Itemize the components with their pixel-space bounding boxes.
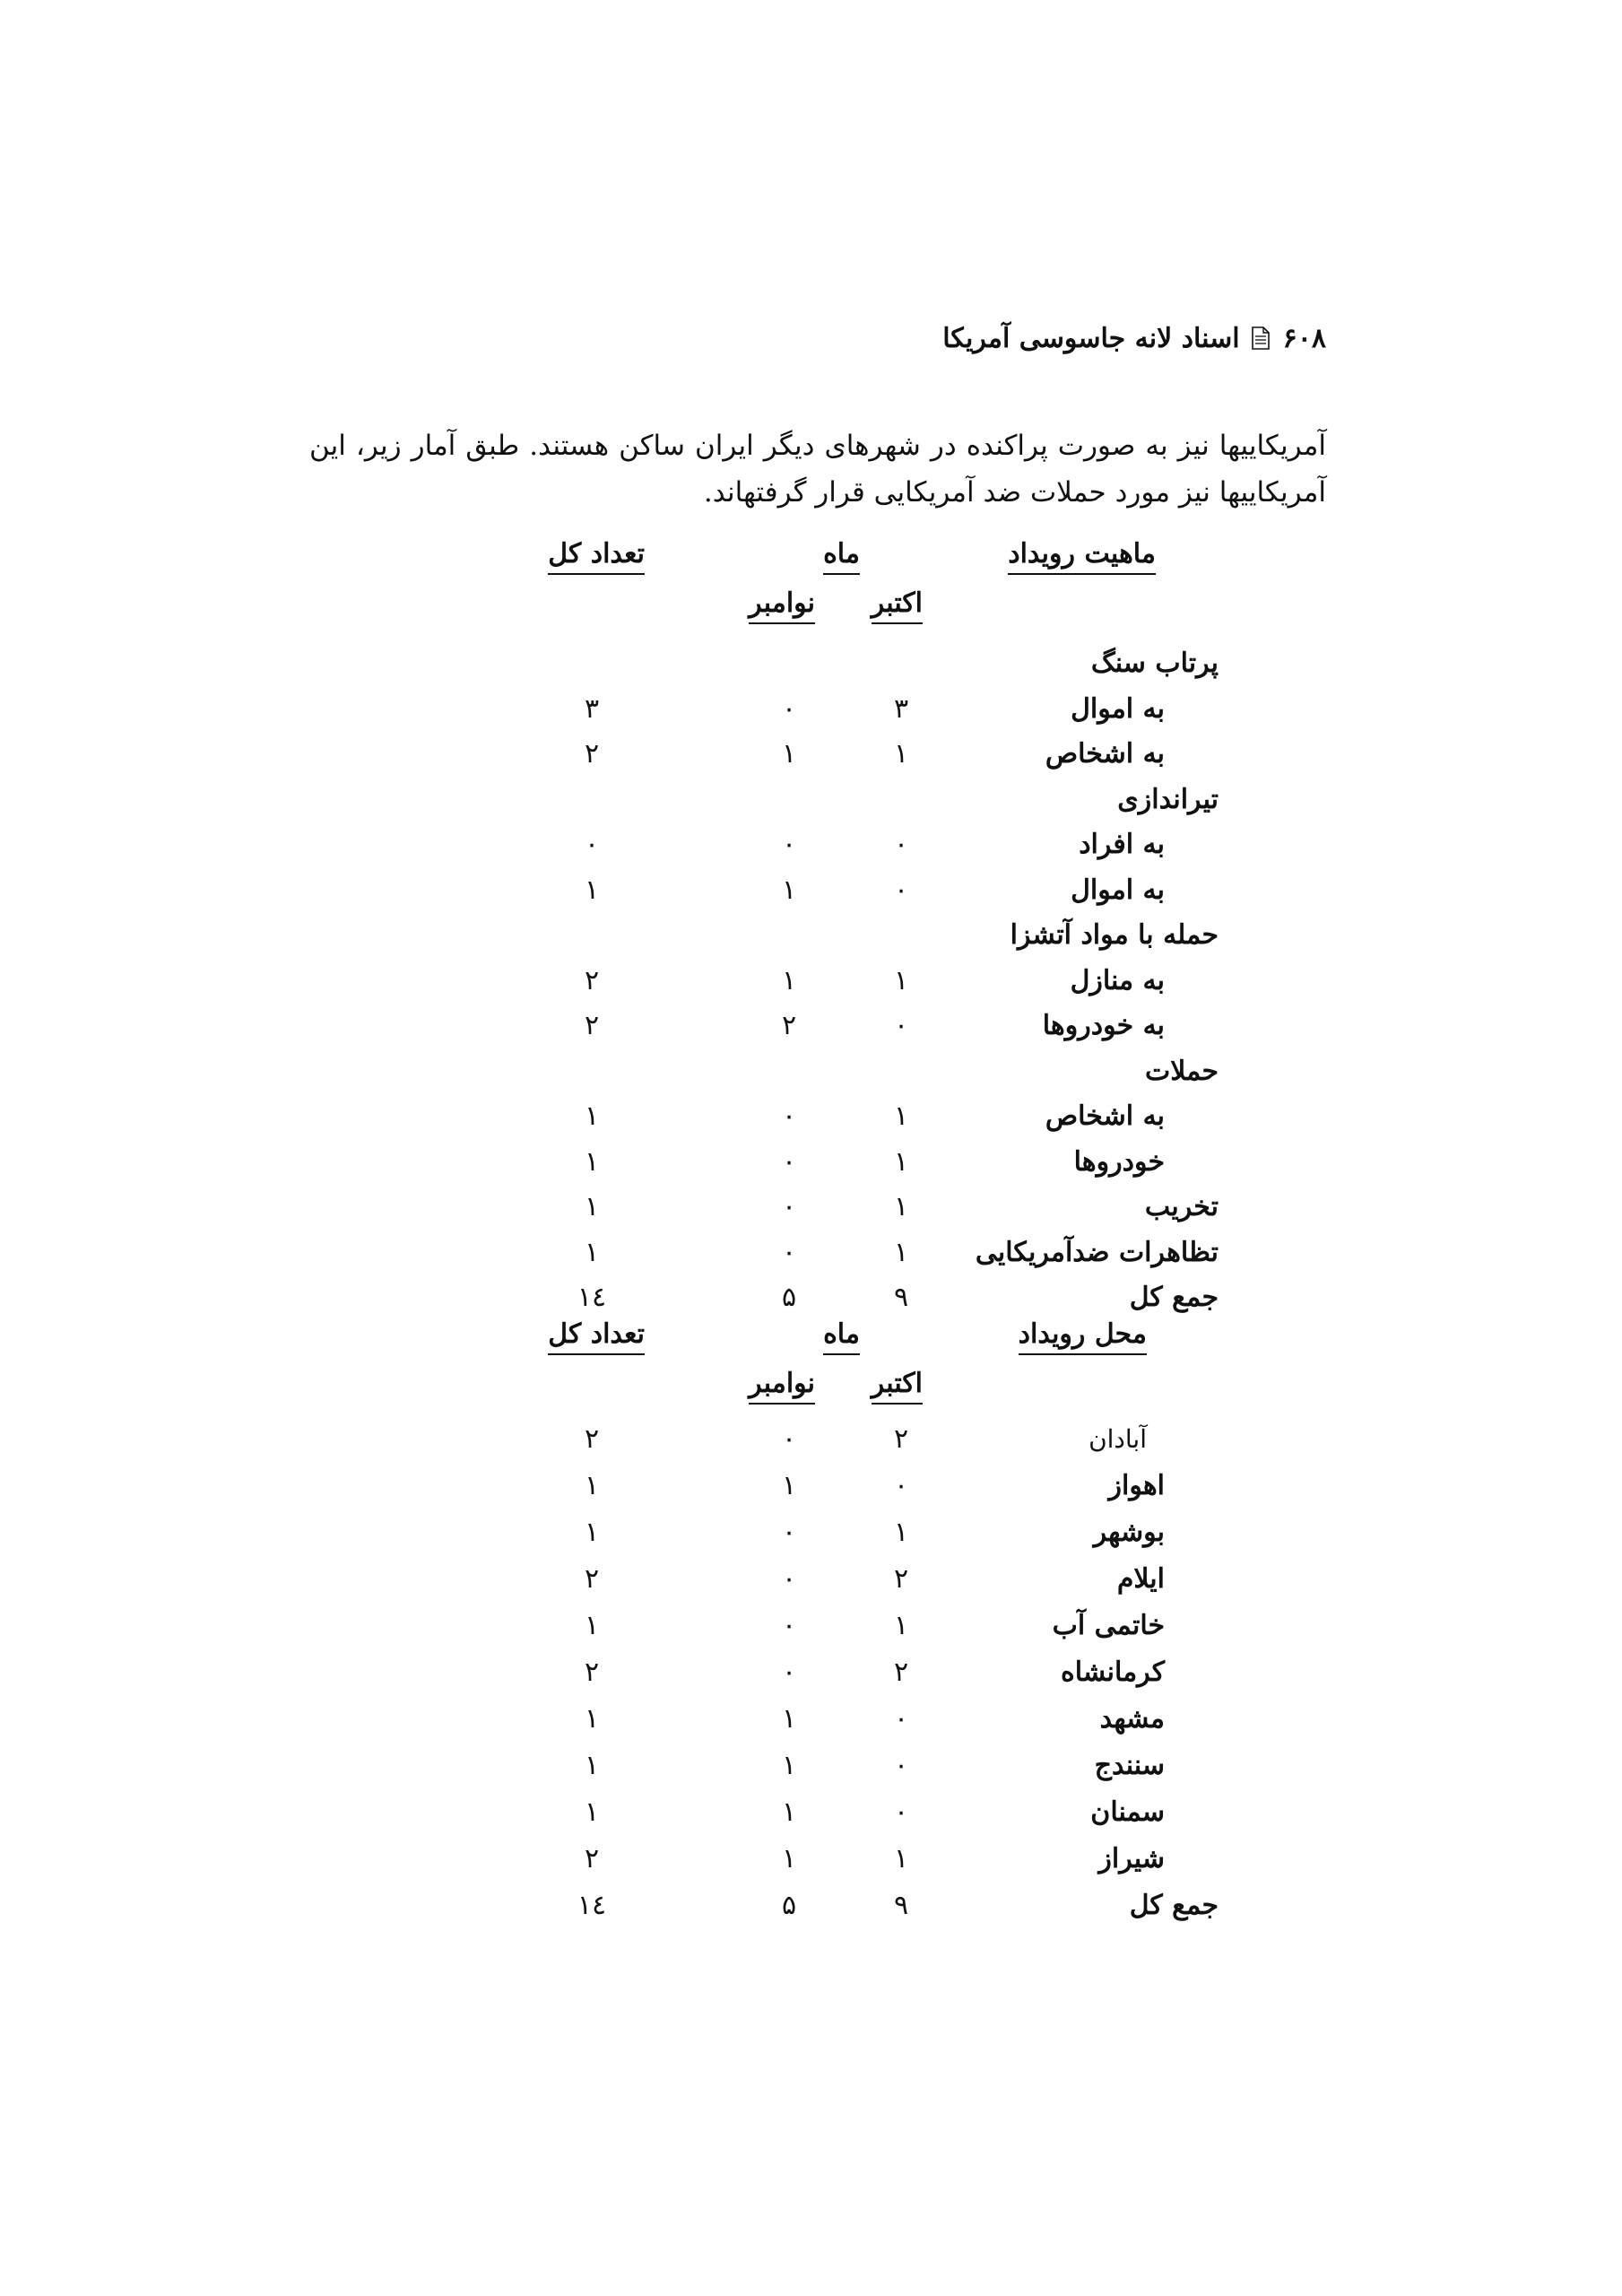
cell-total: ۱ (584, 1703, 600, 1735)
cell-total: ۱ (584, 874, 600, 906)
table-row (0, 1231, 1622, 1275)
cell-total: ۲ (584, 1010, 600, 1041)
table-row (0, 1275, 1622, 1320)
row-label: جمع کل (1129, 1282, 1219, 1313)
row-label: به اشخاص (1045, 1100, 1165, 1132)
cell-november: ۰ (781, 1100, 797, 1132)
intro-paragraph: آمریکاییها نیز به صورت پراکنده در شهرهای دیگر ایران ساکن هستند. طبق آمار زیر، این آمریکاییها نیز مورد حملات ضد آمریکایی قرار گرفتهاند. (309, 430, 1326, 509)
table-row (0, 732, 1622, 777)
cell-october: ۱ (893, 964, 909, 996)
cell-november: ۰ (781, 1423, 797, 1455)
cell-total: ۱٤ (577, 1890, 607, 1921)
table-row (0, 1604, 1622, 1648)
row-label: شیراز (1098, 1843, 1165, 1874)
cell-october: ۱ (893, 1145, 909, 1178)
row-label: کرمانشاه (1060, 1657, 1165, 1688)
table-row (0, 959, 1622, 1004)
table-row (0, 1697, 1622, 1742)
cell-november: ۰ (781, 1610, 797, 1641)
document-icon (1251, 326, 1271, 350)
book-title: اسناد لانه جاسوسی آمریکا (942, 322, 1240, 354)
row-label: مشهد (1099, 1703, 1165, 1735)
cell-october: ۰ (893, 1796, 909, 1828)
cell-october: ۰ (893, 874, 909, 906)
table-row (0, 1140, 1622, 1185)
cell-total: ۲ (584, 1657, 600, 1688)
table-row (0, 687, 1622, 732)
row-label: اهواز (1108, 1470, 1165, 1501)
cell-october: ۱ (893, 1100, 909, 1132)
cell-november: ۱ (781, 1750, 797, 1781)
row-label: جمع کل (1129, 1890, 1219, 1921)
table-row (0, 1510, 1622, 1555)
cell-october: ۱ (893, 1191, 909, 1222)
table-row (0, 1557, 1622, 1602)
table-row (0, 868, 1622, 913)
table2-col-october: اکتبر (872, 1368, 923, 1405)
cell-october: ۹ (893, 1890, 909, 1921)
cell-november: ۱ (781, 1796, 797, 1828)
cell-total: ۱ (584, 1145, 600, 1178)
cell-total: ۲ (584, 1423, 600, 1455)
cell-october: ۳ (893, 692, 909, 725)
cell-october: ۲ (893, 1563, 909, 1595)
cell-october: ۰ (893, 1010, 909, 1041)
cell-october: ۲ (893, 1423, 909, 1455)
table-row (0, 1790, 1622, 1835)
cell-total: ۱ (584, 1236, 600, 1268)
table-row (0, 822, 1622, 867)
cell-november: ۱ (781, 874, 797, 906)
table-row (0, 641, 1622, 686)
cell-total: ۳ (584, 692, 600, 725)
table-row (0, 1464, 1622, 1509)
page-number: ۶۰۸ (1282, 322, 1326, 354)
row-label: تیراندازی (1117, 783, 1219, 815)
cell-november: ۰ (781, 1563, 797, 1595)
table-row (0, 778, 1622, 822)
table1-col-month: ماه (823, 538, 860, 575)
cell-october: ۹ (893, 1282, 909, 1313)
row-label: تظاهرات ضدآمریکایی (975, 1236, 1219, 1268)
cell-october: ۱ (893, 1843, 909, 1874)
cell-total: ۱٤ (577, 1282, 607, 1313)
row-label: تخریب (1144, 1191, 1219, 1222)
cell-total: ۱ (584, 1191, 600, 1222)
row-label: سمنان (1090, 1796, 1165, 1828)
cell-october: ۱ (893, 1517, 909, 1548)
table-row (0, 1837, 1622, 1882)
table1-col-november: نوامبر (749, 587, 815, 624)
table2-col-total: تعداد کل (548, 1318, 645, 1355)
cell-november: ۱ (781, 1470, 797, 1501)
cell-november: ۱ (781, 1843, 797, 1874)
table1-col-october: اکتبر (872, 587, 923, 624)
cell-november: ۰ (781, 1191, 797, 1222)
cell-october: ۲ (893, 1657, 909, 1688)
row-label: خاتمی آب (1052, 1610, 1165, 1641)
row-label: به منازل (1070, 964, 1165, 996)
cell-total: ۱ (584, 1517, 600, 1548)
cell-october: ۰ (893, 1703, 909, 1735)
table-row (0, 1049, 1622, 1094)
cell-october: ۱ (893, 1236, 909, 1268)
row-label: به اموال (1071, 692, 1165, 725)
cell-total: ۰ (584, 829, 600, 860)
row-label: به افراد (1079, 829, 1165, 860)
cell-total: ۲ (584, 738, 600, 770)
cell-november: ۰ (781, 1517, 797, 1548)
cell-november: ۰ (781, 829, 797, 860)
cell-total: ۲ (584, 1843, 600, 1874)
row-label: حملات (1144, 1055, 1219, 1087)
cell-november: ۰ (781, 692, 797, 725)
row-label: به اشخاص (1045, 738, 1165, 770)
cell-october: ۰ (893, 1470, 909, 1501)
cell-october: ۰ (893, 829, 909, 860)
cell-november: ۰ (781, 1145, 797, 1178)
table-row (0, 1004, 1622, 1048)
cell-october: ۱ (893, 738, 909, 770)
table-row (0, 1650, 1622, 1695)
cell-november: ۵ (781, 1890, 797, 1921)
table2-col-location: محل رویداد (1019, 1318, 1147, 1355)
table2-col-november: نوامبر (749, 1368, 815, 1405)
cell-november: ۱ (781, 964, 797, 996)
cell-november: ۱ (781, 1703, 797, 1735)
table-row (0, 1744, 1622, 1788)
cell-total: ۱ (584, 1470, 600, 1501)
table-row (0, 1094, 1622, 1139)
cell-total: ۱ (584, 1750, 600, 1781)
row-label: حمله با مواد آتشزا (1010, 919, 1219, 951)
cell-total: ۲ (584, 964, 600, 996)
cell-total: ۲ (584, 1563, 600, 1595)
cell-november: ۰ (781, 1657, 797, 1688)
row-label: پرتاب سنگ (1090, 648, 1219, 679)
table-row (0, 913, 1622, 958)
row-label: سنندج (1094, 1750, 1165, 1781)
row-label: بوشهر (1093, 1517, 1165, 1548)
cell-total: ۱ (584, 1610, 600, 1641)
cell-october: ۰ (893, 1750, 909, 1781)
cell-october: ۱ (893, 1610, 909, 1641)
row-label: خودروها (1073, 1145, 1165, 1178)
table-row (0, 1185, 1622, 1230)
table1-col-nature: ماهیت رویداد (1008, 538, 1156, 575)
row-label: آبادان (1089, 1424, 1147, 1454)
cell-total: ۱ (584, 1796, 600, 1828)
cell-november: ۵ (781, 1282, 797, 1313)
cell-november: ۱ (781, 738, 797, 770)
table-row (0, 1883, 1622, 1928)
row-label: به اموال (1071, 874, 1165, 906)
page-header (296, 316, 1326, 361)
cell-november: ۰ (781, 1236, 797, 1268)
row-label: ایلام (1116, 1563, 1165, 1595)
table-row (0, 1417, 1622, 1462)
table1-col-total: تعداد کل (548, 538, 645, 575)
row-label: به خودروها (1042, 1010, 1165, 1041)
cell-november: ۲ (781, 1010, 797, 1041)
cell-total: ۱ (584, 1100, 600, 1132)
table2-col-month: ماه (823, 1318, 860, 1355)
